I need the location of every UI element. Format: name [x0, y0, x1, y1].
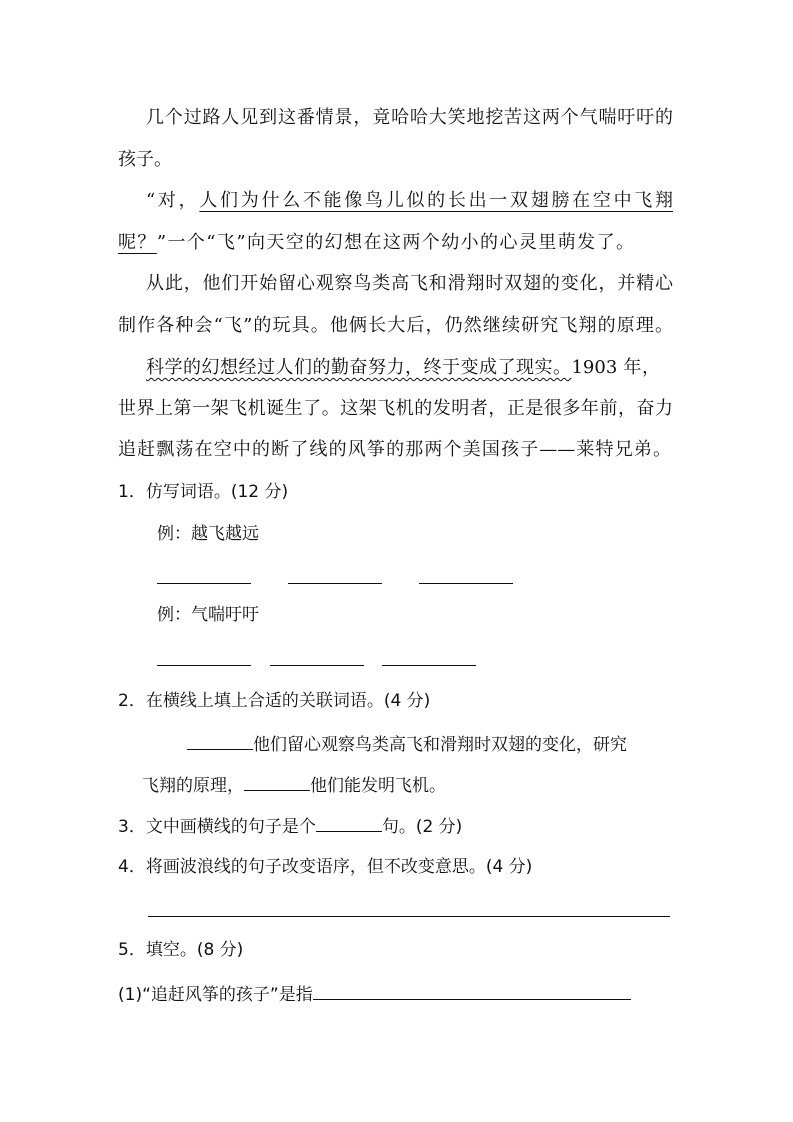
answer-blank[interactable]	[316, 813, 382, 832]
text: 句。(2 分)	[381, 817, 463, 837]
text: 几个过路人见到这番情景，竟哈哈大笑地挖苦这两个气喘吁吁的	[146, 107, 673, 128]
question-5-title: 5．填空。(8 分)	[118, 940, 244, 960]
example-1: 例：越飞越远	[157, 524, 259, 544]
question-4-title: 4．将画波浪线的句子改变语序，但不改变意思。(4 分)	[118, 857, 533, 877]
text: 制作各种会“飞”的玩具。他俩长大后，仍然继续研究飞翔的原理。	[118, 315, 673, 336]
passage-line	[146, 356, 660, 380]
answer-blank[interactable]	[313, 981, 631, 1000]
answer-blank[interactable]	[157, 583, 251, 584]
passage-line	[146, 189, 673, 213]
question-2-title: 2．在横线上填上合适的关联词语。(4 分)	[118, 691, 431, 711]
answer-blank[interactable]	[270, 665, 364, 666]
question-2-line	[187, 731, 627, 757]
passage-line	[146, 106, 673, 130]
answer-blank[interactable]	[288, 583, 382, 584]
answer-blank[interactable]	[244, 772, 310, 791]
example-2: 例：气喘吁吁	[157, 605, 259, 625]
text: 世界上第一架飞机诞生了。这架飞机的发明者，正是很多年前，奋力	[118, 398, 673, 419]
question-3	[118, 813, 462, 839]
text	[118, 231, 634, 255]
text	[146, 356, 660, 380]
text: 他们留心观察鸟类高飞和滑翔时双翅的变化，研究	[253, 735, 627, 755]
question-1-title: 1．仿写词语。(12 分)	[118, 482, 289, 502]
passage-line	[118, 397, 673, 421]
text: (1)“追赶风筝的孩子”是指	[118, 985, 313, 1005]
text: 从此，他们开始留心观察鸟类高飞和滑翔时双翅的变化，并精心	[146, 273, 673, 294]
passage-line	[118, 314, 673, 338]
answer-line[interactable]	[148, 916, 670, 917]
answer-blank[interactable]	[157, 665, 251, 666]
answer-blank[interactable]	[187, 731, 253, 750]
text: 飞翔的原理，	[142, 776, 244, 796]
wavy-sentence: 科学的幻想经过人们的勤奋努力，终于变成了现实。	[146, 357, 572, 378]
text: “对，	[146, 190, 200, 211]
text: ”一个“飞”向天空的幻想在这两个幼小的心灵里萌发了。	[156, 232, 634, 253]
underlined-sentence: 呢？	[118, 232, 157, 253]
passage-line: 孩子。	[118, 149, 172, 170]
passage-line	[146, 272, 673, 296]
text: 1903 年，	[571, 357, 660, 378]
text: 追赶飘荡在空中的断了线的风筝的那两个美国孩子——莱特兄弟。	[118, 439, 671, 460]
passage-line	[118, 438, 671, 462]
text	[146, 189, 673, 213]
question-2-line	[142, 772, 446, 798]
underlined-sentence: 人们为什么不能像鸟儿似的长出一双翅膀在空中飞翔	[199, 190, 674, 211]
question-5-part-1	[118, 981, 631, 1007]
answer-blank[interactable]	[419, 583, 513, 584]
text: 他们能发明飞机。	[310, 776, 446, 796]
passage-line	[118, 231, 634, 255]
answer-blank[interactable]	[382, 665, 476, 666]
text: 3．文中画横线的句子是个	[118, 817, 316, 837]
